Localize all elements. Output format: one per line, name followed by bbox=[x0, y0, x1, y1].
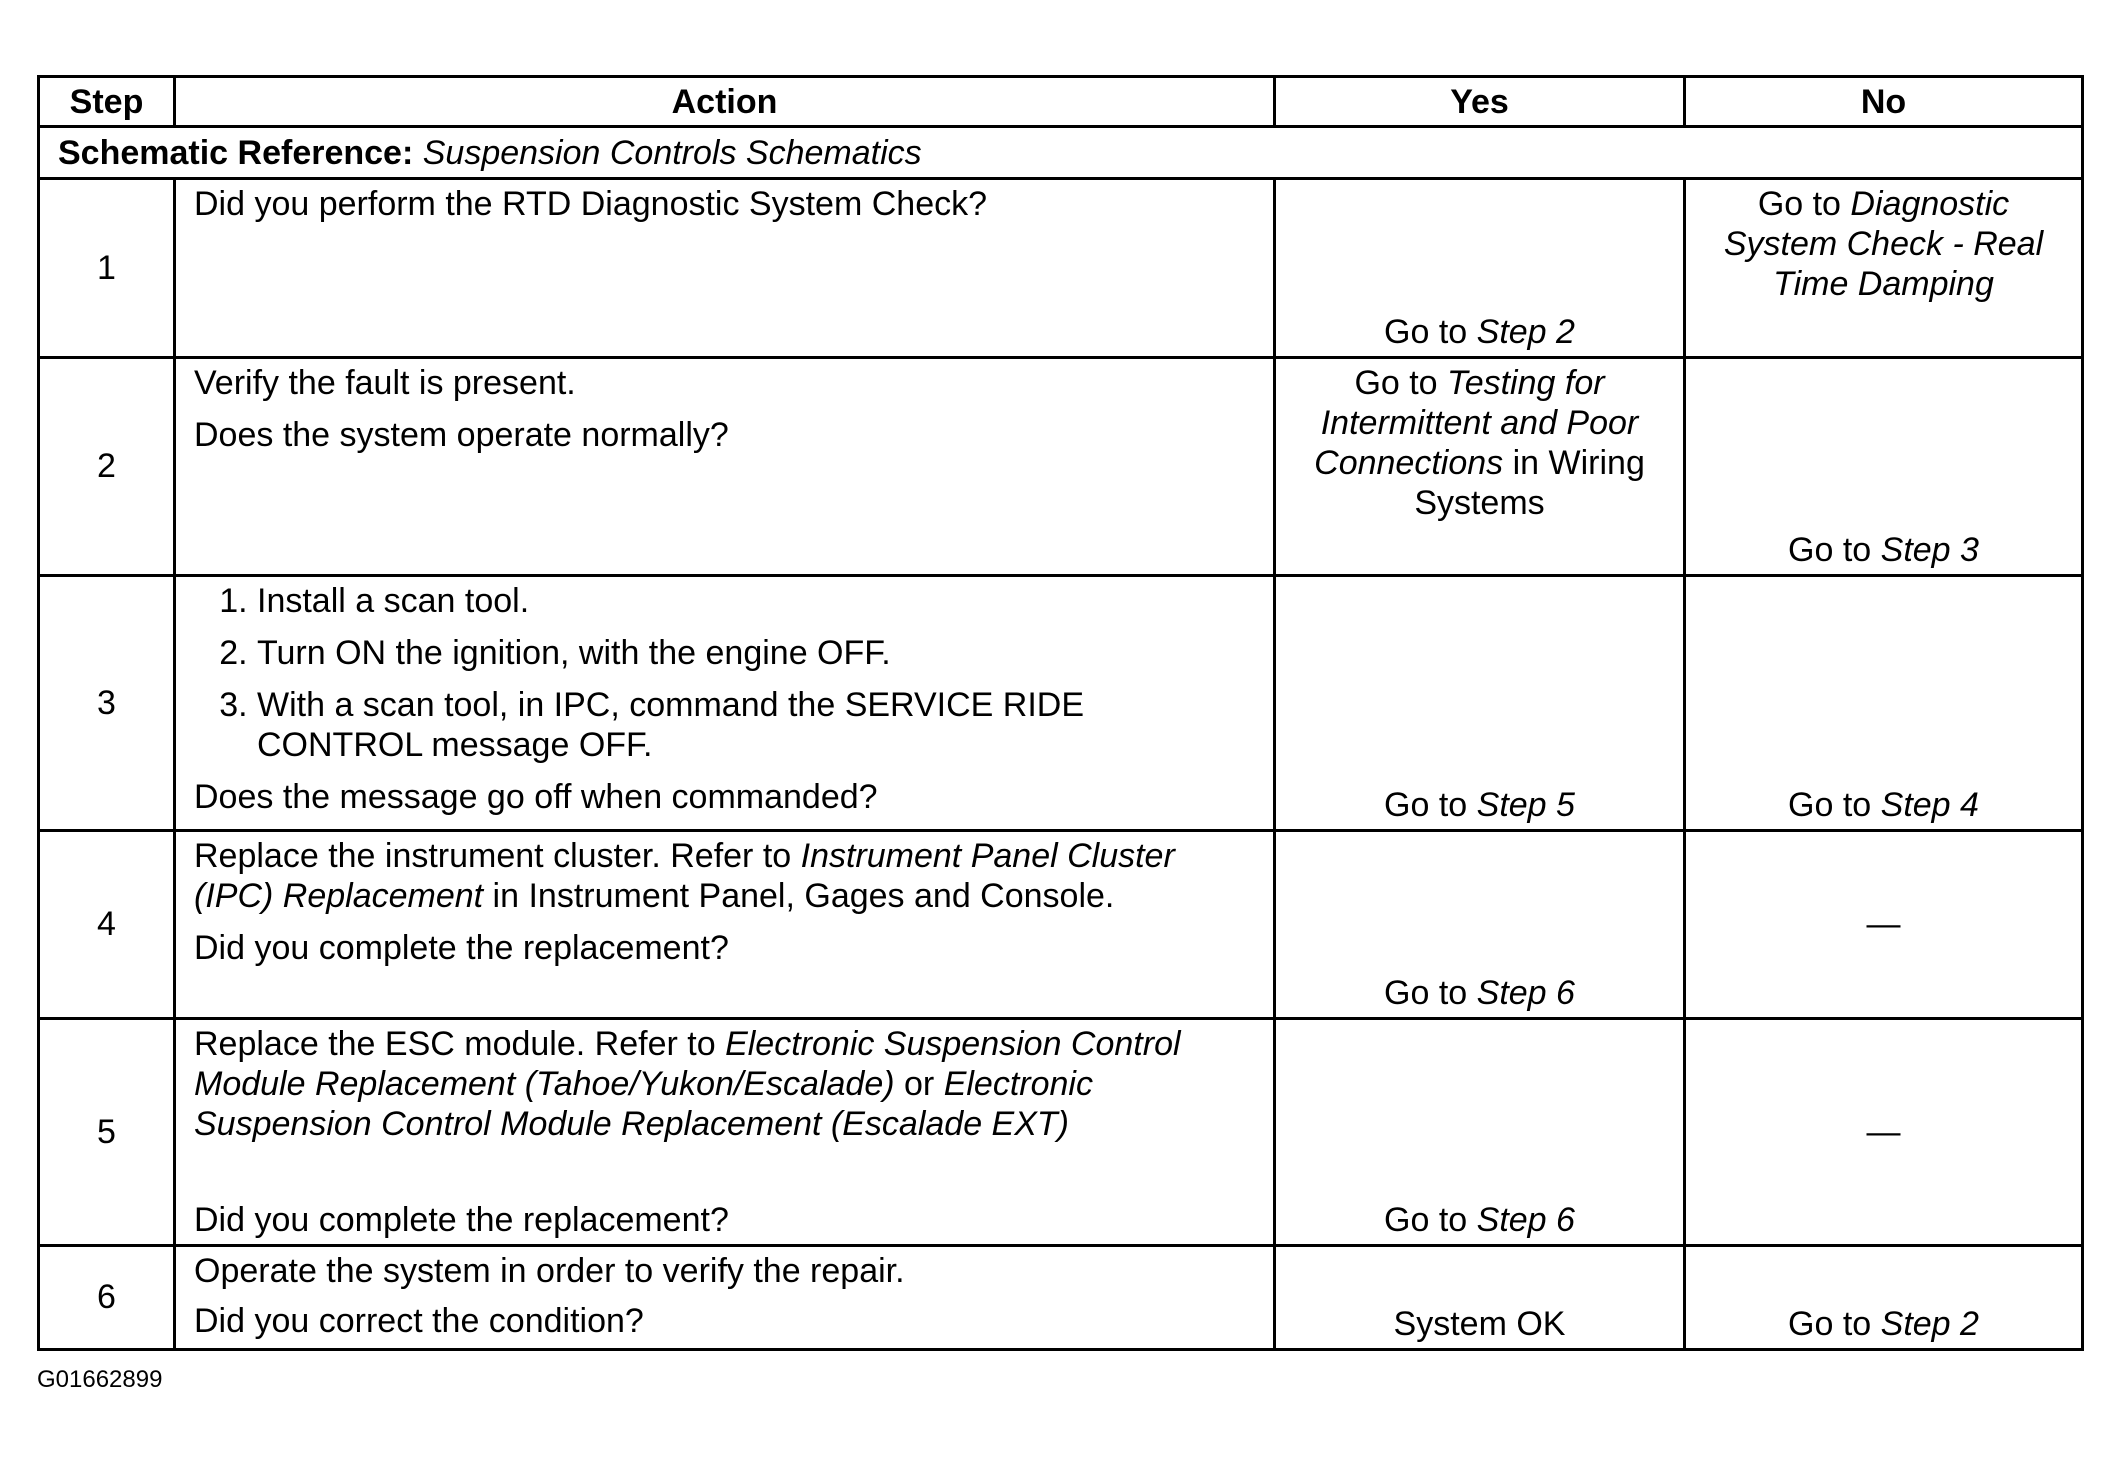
yes-suffix: in Wiring Systems bbox=[1414, 443, 1645, 522]
no-link[interactable]: Step 2 bbox=[1880, 1305, 1979, 1343]
action-cell bbox=[175, 179, 1275, 357]
action-text-before: Replace the ESC module. Refer to bbox=[194, 1025, 726, 1064]
action-text-mid: or bbox=[894, 1065, 944, 1104]
action-text: Operate the system in order to verify the repair. bbox=[194, 1251, 905, 1290]
diagnostic-table bbox=[37, 75, 2084, 1351]
action-text: Did you perform the RTD Diagnostic System Check? bbox=[194, 185, 988, 224]
header-yes: Yes bbox=[1275, 77, 1685, 127]
action-cell bbox=[175, 1019, 1275, 1246]
schematic-label: Schematic Reference: bbox=[58, 133, 414, 172]
no-prefix: Go to bbox=[1757, 185, 1851, 224]
list-item: 2. Turn ON the ignition, with the engine OFF. bbox=[257, 633, 1255, 673]
header-step: Step bbox=[39, 77, 175, 127]
no-link[interactable]: Diagnostic System Check - Real Time Damping bbox=[1723, 185, 2044, 304]
step-number: 5 bbox=[39, 1019, 175, 1246]
table-row bbox=[39, 576, 2083, 831]
table-row bbox=[39, 1019, 2083, 1246]
yes-link[interactable]: Step 5 bbox=[1476, 785, 1575, 824]
yes-cell bbox=[1275, 179, 1685, 357]
schematic-link[interactable]: Suspension Controls Schematics bbox=[422, 133, 922, 172]
yes-cell bbox=[1275, 1245, 1685, 1349]
step-number: 1 bbox=[39, 179, 175, 357]
no-cell bbox=[1685, 576, 2083, 831]
action-question: Does the message go off when commanded? bbox=[194, 778, 878, 817]
no-cell bbox=[1685, 357, 2083, 576]
schematic-reference bbox=[39, 127, 2083, 179]
no-link[interactable]: Step 3 bbox=[1880, 531, 1979, 570]
yes-cell bbox=[1275, 357, 1685, 576]
no-cell bbox=[1685, 1245, 2083, 1349]
action-cell bbox=[175, 576, 1275, 831]
yes-cell bbox=[1275, 576, 1685, 831]
yes-prefix: Go to bbox=[1384, 974, 1477, 1013]
yes-link[interactable]: Step 2 bbox=[1476, 312, 1575, 351]
action-question: Did you complete the replacement? bbox=[194, 1200, 729, 1239]
yes-prefix: Go to bbox=[1354, 363, 1448, 402]
action-text bbox=[194, 1025, 1181, 1143]
no-prefix: Go to bbox=[1788, 1305, 1881, 1343]
no-dash: — bbox=[1866, 1112, 1901, 1151]
list-item: 1. Install a scan tool. bbox=[257, 581, 1255, 621]
header-row bbox=[39, 77, 2083, 127]
table-row bbox=[39, 179, 2083, 357]
no-cell bbox=[1685, 179, 2083, 357]
action-question: Does the system operate normally? bbox=[194, 415, 729, 454]
step-number: 6 bbox=[39, 1245, 175, 1349]
header-action: Action bbox=[175, 77, 1275, 127]
action-link-2[interactable]: Electronic Suspension Control Module Replacement (Escalade EXT) bbox=[194, 1065, 1093, 1144]
action-link[interactable]: Instrument Panel Cluster (IPC) Replacement bbox=[194, 836, 1175, 915]
yes-result: System OK bbox=[1393, 1305, 1566, 1343]
action-question: Did you correct the condition? bbox=[194, 1301, 644, 1340]
table-row bbox=[39, 830, 2083, 1018]
action-question: Did you complete the replacement? bbox=[194, 928, 729, 967]
yes-link[interactable]: Step 6 bbox=[1476, 1200, 1575, 1239]
figure-id: G01662899 bbox=[37, 1366, 163, 1393]
schematic-row bbox=[39, 127, 2083, 179]
action-cell bbox=[175, 357, 1275, 576]
table-row bbox=[39, 357, 2083, 576]
no-prefix: Go to bbox=[1788, 785, 1881, 824]
list-item: 3. With a scan tool, in IPC, command the SERVICE RIDE CONTROL message OFF. bbox=[257, 685, 1255, 765]
action-link-1[interactable]: Electronic Suspension Control Module Replacement (Tahoe/Yukon/Escalade) bbox=[194, 1025, 1181, 1104]
no-cell bbox=[1685, 830, 2083, 1018]
yes-prefix: Go to bbox=[1384, 785, 1477, 824]
yes-prefix: Go to bbox=[1384, 312, 1477, 351]
step-number: 2 bbox=[39, 357, 175, 576]
action-text-after: in Instrument Panel, Gages and Console. bbox=[483, 876, 1115, 915]
action-text: Verify the fault is present. bbox=[194, 363, 576, 402]
no-prefix: Go to bbox=[1788, 531, 1881, 570]
yes-cell bbox=[1275, 830, 1685, 1018]
no-cell bbox=[1685, 1019, 2083, 1246]
no-dash: — bbox=[1866, 905, 1901, 944]
table-row bbox=[39, 1245, 2083, 1349]
header-no: No bbox=[1685, 77, 2083, 127]
action-cell bbox=[175, 1245, 1275, 1349]
yes-cell bbox=[1275, 1019, 1685, 1246]
step-number: 4 bbox=[39, 830, 175, 1018]
action-cell bbox=[175, 830, 1275, 1018]
action-text bbox=[194, 836, 1255, 916]
no-link[interactable]: Step 4 bbox=[1880, 785, 1979, 824]
yes-link[interactable]: Testing for Intermittent and Poor Connections bbox=[1314, 363, 1639, 482]
procedure-list bbox=[194, 581, 1255, 765]
yes-prefix: Go to bbox=[1384, 1200, 1477, 1239]
yes-link[interactable]: Step 6 bbox=[1476, 974, 1575, 1013]
action-text-before: Replace the instrument cluster. Refer to bbox=[194, 836, 801, 875]
step-number: 3 bbox=[39, 576, 175, 831]
